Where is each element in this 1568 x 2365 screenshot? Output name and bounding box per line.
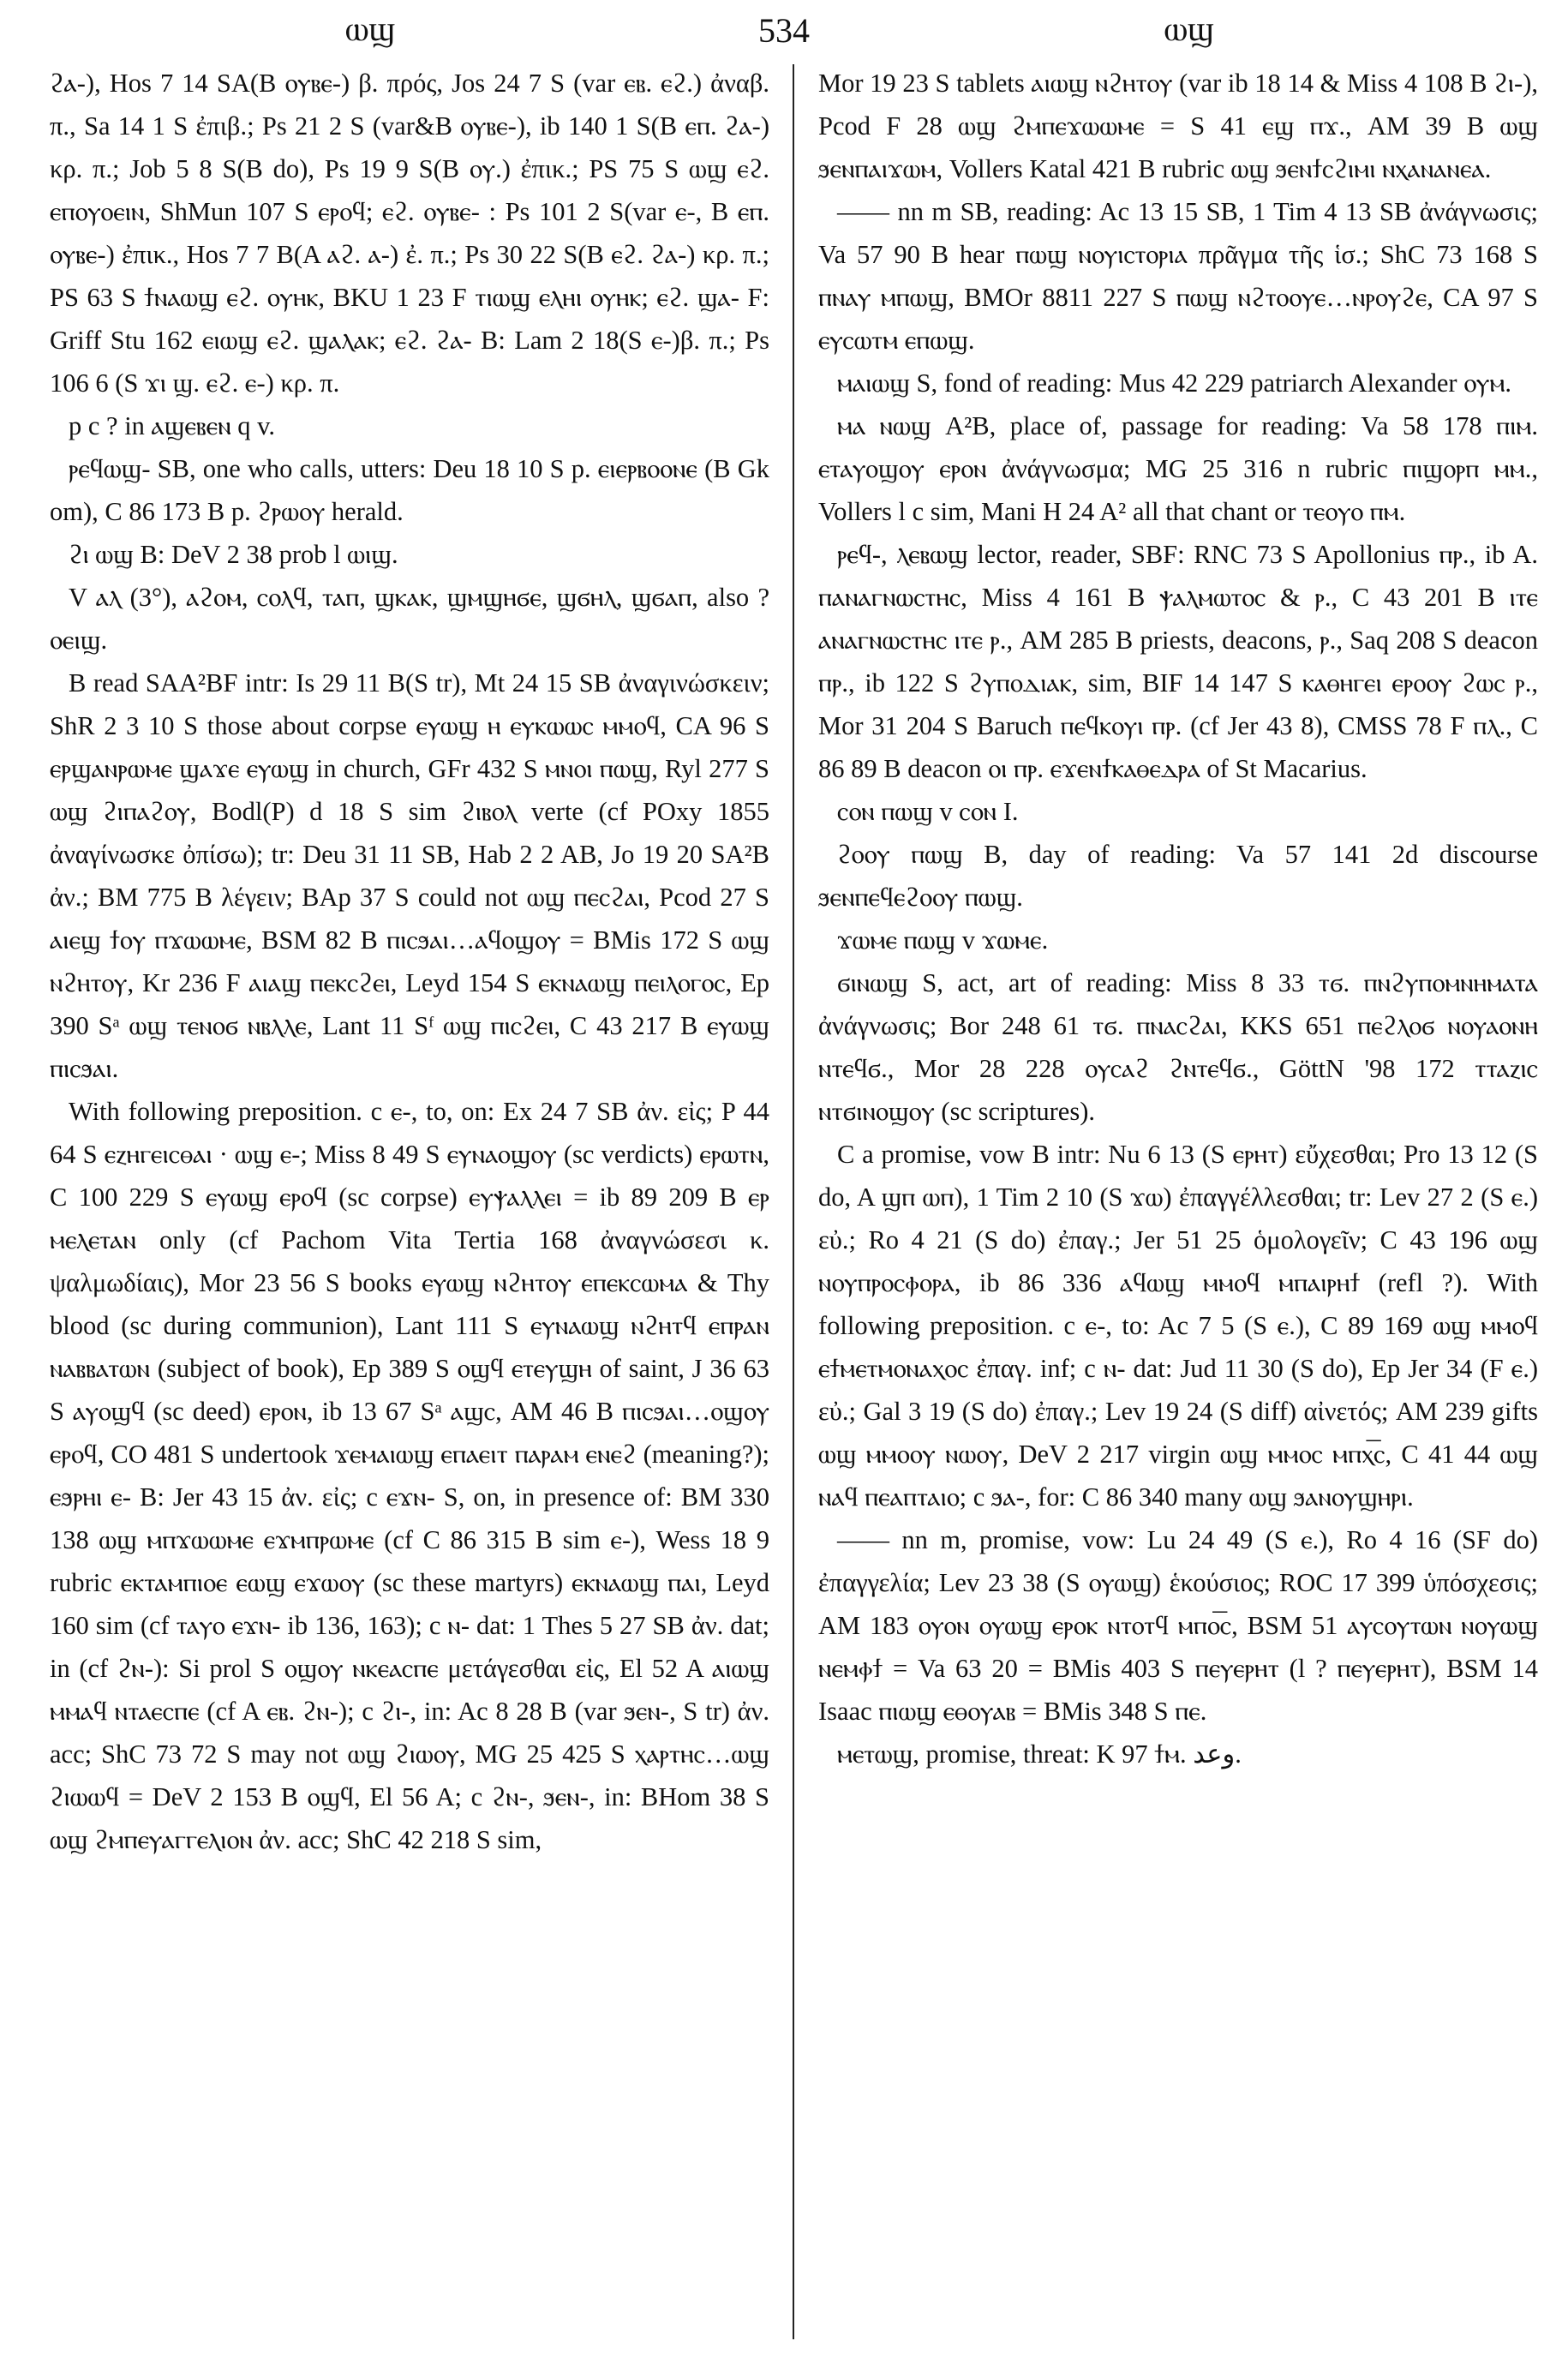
entry-paragraph: C a promise, vow B intr: Nu 6 13 (S ⲉⲣⲏⲧ) εὔχεσθαι; Pro 13 12 (S do, A ϣⲡ ⲱⲡ), 1 Tim 2 10 (S ϫⲱ) ἐπαγγέλλεσθαι; tr: Lev 27 2 (S ⲉ.) εὐ.; Ro 4 21 (S do) ἐπαγ.; Jer 51 25 ὁμολογεῖν; C 43 196 ⲱϣ ⲛⲟⲩⲡⲣⲟⲥⲫⲟⲣⲁ, ib 86 336 ⲁϥⲱϣ ⲙⲙⲟϥ ⲙⲡⲁⲓⲣⲏϯ (refl ?). With following preposition. c ⲉ-, to: Ac 7 5 (S ⲉ.), C 89 169 ⲱϣ ⲙⲙⲟϥ ⲉϯⲙⲉⲧⲙⲟⲛⲁⲭⲟⲥ ἐπαγ. inf; c ⲛ- dat: Jud 11 30 (S do), Ep Jer 34 (F ⲉ.) εὐ.; Gal 3 19 (S do) ἐπαγ.; Lev 19 24 (S diff) αἰνετός; AM 239 gifts ⲱϣ ⲙⲙⲟⲟⲩ ⲛⲱⲟⲩ, DeV 2 217 virgin ⲱϣ ⲙⲙⲟⲥ ⲙⲡⲭ͞ⲥ, C 41 44 ⲱϣ ⲛⲁϥ ⲡⲉⲁⲡⲧⲁⲓⲟ; c ϧⲁ-, for: C 86 340 many ⲱϣ ϧⲁⲛⲟⲩϣⲏⲣⲓ.: [818, 1140, 1538, 1512]
column-divider: [793, 64, 794, 2339]
page-header: [50, 9, 1518, 57]
entry-paragraph: ϭⲓⲛⲱϣ S, act, art of reading: Miss 8 33 ⲧϭ. ⲡⲛϩⲩⲡⲟⲙⲛⲏⲙⲁⲧⲁ ἀνάγνωσις; Bor 248 61 ⲧϭ. ⲡⲛⲁⲥϩⲁⲓ, KKS 651 ⲡⲉϩⲗⲟϭ ⲛⲟⲩⲁⲟⲛⲏ ⲛⲧⲉϥϭ., Mor 28 228 ⲟⲩⲥⲁϩ ϩⲛⲧⲉϥϭ., GöttN '98 172 ⲧⲧⲁⲍⲓⲥ ⲛⲧϭⲓⲛⲟϣⲟⲩ (sc scriptures).: [818, 968, 1538, 1126]
entry-paragraph: ϩⲁ-), Hos 7 14 SA(B ⲟⲩⲃⲉ-) β. πρός, Jos 24 7 S (var ⲉⲃ. ⲉϩ.) ἀναβ. π., Sa 14 1 S ἐπιβ.; Ps 21 2 S (var&B ⲟⲩⲃⲉ-), ib 140 1 S(B ⲉⲡ. ϩⲁ-) κρ. π.; Job 5 8 S(B do), Ps 19 9 S(B ⲟⲩ.) ἐπικ.; PS 75 S ⲱϣ ⲉϩ. ⲉⲡⲟⲩⲟⲉⲓⲛ, ShMun 107 S ⲉⲣⲟϥ; ⲉϩ. ⲟⲩⲃⲉ- : Ps 101 2 S(var ⲉ-, B ⲉⲡ. ⲟⲩⲃⲉ-) ἐπικ., Hos 7 7 B(A ⲁϩ. ⲁ-) ἐ. π.; Ps 30 22 S(B ⲉϩ. ϩⲁ-) κρ. π.; PS 63 S ϯⲛⲁⲱϣ ⲉϩ. ⲟⲩⲏⲕ, BKU 1 23 F ⲧⲓⲱϣ ⲉⲗⲏⲓ ⲟⲩⲏⲕ; ⲉϩ. ϣⲁ- F: Griff Stu 162 ⲉⲓⲱϣ ⲉϩ. ϣⲁⲗⲁⲕ; ⲉϩ. ϩⲁ- B: Lam 2 18(S ⲉ-)β. π.; Ps 106 6 (S ϫⲓ ϣ. ⲉϩ. ⲉ-) κρ. π.: [50, 69, 769, 398]
entry-paragraph: ⲙⲉⲧⲱϣ, promise, threat: K 97 ϯⲙ. وعد.: [837, 1739, 1242, 1769]
entry-paragraph: B read SAA²BF intr: Is 29 11 B(S tr), Mt 24 15 SB ἀναγινώσκειν; ShR 2 3 10 S those about corpse ⲉⲩⲱϣ ⲏ ⲉⲩⲕⲱⲱⲥ ⲙⲙⲟϥ, CA 96 S ⲉⲣϣⲁⲛⲣⲱⲙⲉ ϣⲁϫⲉ ⲉⲩⲱϣ in church, GFr 432 S ⲙⲛⲟⲓ ⲡⲱϣ, Ryl 277 S ⲱϣ ϩⲓⲡⲁϩⲟⲩ, Bodl(P) d 18 S sim ϩⲓⲃⲟⲗ verte (cf POxy 1855 ἀναγίνωσκε ὀπίσω); tr: Deu 31 11 SB, Hab 2 2 AB, Jo 19 20 SA²B ἀν.; BM 775 B λέγειν; BAp 37 S could not ⲱϣ ⲡⲉⲥϩⲁⲓ, Pcod 27 S ⲁⲓⲉϣ ϯⲟⲩ ⲡϫⲱⲱⲙⲉ, BSM 82 B ⲡⲓⲥϧⲁⲓ…ⲁϥⲟϣⲟⲩ = BMis 172 S ⲱϣ ⲛϩⲏⲧⲟⲩ, Kr 236 F ⲁⲓⲁϣ ⲡⲉⲕⲥϩⲉⲓ, Leyd 154 S ⲉⲕⲛⲁⲱϣ ⲡⲉⲓⲗⲟⲅⲟⲥ, Ep 390 Sᵃ ⲱϣ ⲧⲉⲛⲟϭ ⲛⲃⲗⲗⲉ, Lant 11 Sᶠ ⲱϣ ⲡⲓⲥϩⲉⲓ, C 43 217 B ⲉⲩⲱϣ ⲡⲓⲥϧⲁⲓ.: [50, 668, 769, 1083]
right-column: [818, 62, 1538, 2341]
entry-paragraph: ⲣⲉϥⲱϣ- SB, one who calls, utters: Deu 18 10 S p. ⲉⲓⲉⲣⲃⲟⲟⲛⲉ (B Gk om), C 86 173 B p. ϩⲣⲱⲟⲩ herald.: [50, 454, 769, 526]
left-column: [50, 62, 769, 2341]
entry-paragraph: ⲙⲁⲓⲱϣ S, fond of reading: Mus 42 229 patriarch Alexander ⲟⲩⲙ.: [837, 368, 1512, 398]
entry-paragraph: —— nn m, promise, vow: Lu 24 49 (S ⲉ.), Ro 4 16 (SF do) ἐπαγγελία; Lev 23 38 (S ⲟⲩⲱϣ) ἑκούσιος; ROC 17 399 ὑπόσχεσις; AM 183 ⲟⲩⲟⲛ ⲟⲩⲱϣ ⲉⲣⲟⲕ ⲛⲧⲟⲧϥ ⲙⲡⲟ͞ⲥ, BSM 51 ⲁⲩⲥⲟⲩⲧⲱⲛ ⲛⲟⲩⲱϣ ⲛⲉⲙⲫϯ = Va 63 20 = BMis 403 S ⲡⲉⲩⲉⲣⲏⲧ (l ? ⲡⲉⲩⲉⲣⲏⲧ), BSM 14 Isaac ⲡⲓⲱϣ ⲉⲑⲟⲩⲁⲃ = BMis 348 S ⲡⲉ.: [818, 1525, 1538, 1726]
entry-paragraph: ϫⲱⲙⲉ ⲡⲱϣ v ϫⲱⲙⲉ.: [837, 925, 1049, 955]
entry-paragraph: V ⲁⲗ (3°), ⲁϩⲟⲙ, ⲥⲟⲗϥ, ⲧⲁⲡ, ϣⲕⲁⲕ, ϣⲙϣⲏϭⲉ, ϣϭⲏⲗ, ϣϭⲁⲡ, also ? ⲟⲉⲓϣ.: [50, 583, 769, 655]
entry-paragraph: ⲙⲁ ⲛⲱϣ A²B, place of, passage for reading: Va 58 178 ⲡⲓⲙ. ⲉⲧⲁⲩⲟϣⲟⲩ ⲉⲣⲟⲛ ἀνάγνωσμα; MG 25 316 n rubric ⲡⲓϣⲟⲣⲡ ⲙⲙ., Vollers l c sim, Mani H 24 A² all that chant or ⲧⲉⲟⲩⲟ ⲡⲙ.: [818, 411, 1538, 526]
entry-paragraph: ϩⲓ ⲱϣ B: DeV 2 38 prob l ⲱⲓϣ.: [69, 540, 398, 569]
entry-paragraph: —— nn m SB, reading: Ac 13 15 SB, 1 Tim 4 13 SB ἀνάγνωσις; Va 57 90 B hear ⲡⲱϣ ⲛⲟⲩⲓⲥⲧⲟⲣⲓⲁ πρᾶγμα τῆς ἱσ.; ShC 73 168 S ⲡⲛⲁⲩ ⲙⲡⲱϣ, BMOr 8811 227 S ⲡⲱϣ ⲛϩⲧⲟⲟⲩⲉ…ⲛⲣⲟⲩϩⲉ, CA 97 S ⲉⲩⲥⲱⲧⲙ ⲉⲡⲱϣ.: [818, 197, 1538, 355]
header-left-headword: ⲱϣ: [345, 9, 396, 49]
entry-paragraph: ⲥⲟⲛ ⲡⲱϣ v ⲥⲟⲛ I.: [837, 797, 1019, 826]
header-right-headword: ⲱϣ: [1164, 9, 1214, 49]
entry-paragraph: ϩⲟⲟⲩ ⲡⲱϣ B, day of reading: Va 57 141 2d discourse ϧⲉⲛⲡⲉϥⲉϩⲟⲟⲩ ⲡⲱϣ.: [818, 840, 1538, 912]
entry-paragraph: With following preposition. c ⲉ-, to, on: Ex 24 7 SB ἀν. εἰς; P 44 64 S ⲉⲍⲏⲅⲉⲓⲥⲑⲁⲓ · ⲱϣ ⲉ-; Miss 8 49 S ⲉⲩⲛⲁⲟϣⲟⲩ (sc verdicts) ⲉⲣⲱⲧⲛ, C 100 229 S ⲉⲩⲱϣ ⲉⲣⲟϥ (sc corpse) ⲉⲩⲯⲁⲗⲗⲉⲓ = ib 89 209 B ⲉⲣ ⲙⲉⲗⲉⲧⲁⲛ only (cf Pachom Vita Tertia 168 ἀναγνώσεσι κ. ψαλμωδίαις), Mor 23 56 S books ⲉⲩⲱϣ ⲛϩⲏⲧⲟⲩ ⲉⲡⲉⲕⲥⲱⲙⲁ & Thy blood (sc during communion), Lant 111 S ⲉⲩⲛⲁⲱϣ ⲛϩⲏⲧϥ ⲉⲡⲣⲁⲛ ⲛⲁⲃⲃⲁⲧⲱⲛ (subject of book), Ep 389 S ⲟϣϥ ⲉⲧⲉⲩϣⲏ of saint, J 36 63 S ⲁⲩⲟϣϥ (sc deed) ⲉⲣⲟⲛ, ib 13 67 Sᵃ ⲁϣⲥ, AM 46 B ⲡⲓⲥϧⲁⲓ…ⲟϣⲟⲩ ⲉⲣⲟϥ, CO 481 S undertook ϫⲉⲙⲁⲓⲱϣ ⲉⲡⲁⲉⲓⲧ ⲡⲁⲣⲁⲙ ⲉⲛⲉϩ (meaning?); ⲉϧⲣⲏⲓ ⲉ- B: Jer 43 15 ἀν. εἰς; c ⲉϫⲛ- S, on, in presence of: BM 330 138 ⲱϣ ⲙⲡϫⲱⲱⲙⲉ ⲉϫⲙⲡⲣⲱⲙⲉ (cf C 86 315 B sim ⲉ-), Wess 18 9 rubric ⲉⲕⲧⲁⲙⲡⲓⲟⲉ ⲉⲱϣ ⲉϫⲱⲟⲩ (sc these martyrs) ⲉⲕⲛⲁⲱϣ ⲡⲁⲓ, Leyd 160 sim (cf ⲧⲁⲩⲟ ⲉϫⲛ- ib 136, 163); c ⲛ- dat: 1 Thes 5 27 SB ἀν. dat; in (cf ϩⲛ-): Si prol S ⲟϣⲟⲩ ⲛⲕⲉⲁⲥⲡⲉ μετάγεσθαι εἰς, El 52 A ⲁⲓⲱϣ ⲙⲙⲁϥ ⲛⲧⲁⲉⲥⲡⲉ (cf A ⲉⲃ. ϩⲛ-); c ϩⲓ-, in: Ac 8 28 B (var ϧⲉⲛ-, S tr) ἀν. acc; ShC 73 72 S may not ⲱϣ ϩⲓⲱⲟⲩ, MG 25 425 S ⲭⲁⲣⲧⲏⲥ…ⲱϣ ϩⲓⲱⲱϥ = DeV 2 153 B ⲟϣϥ, El 56 A; c ϩⲛ-, ϧⲉⲛ-, in: BHom 38 S ⲱϣ ϩⲙⲡⲉⲩⲁⲅⲅⲉⲗⲓⲟⲛ ἀν. acc; ShC 42 218 S sim,: [50, 1097, 769, 1854]
page-number: 534: [758, 11, 810, 50]
entry-paragraph: ⲣⲉϥ-, ⲗⲉⲃⲱϣ lector, reader, SBF: RNC 73 S Apollonius ⲡⲣ., ib A. ⲡⲁⲛⲁⲅⲛⲱⲥⲧⲏⲥ, Miss 4 161 B ⲯⲁⲗⲙⲱⲧⲟⲥ & ⲣ., C 43 201 B ⲓⲧⲉ ⲁⲛⲁⲅⲛⲱⲥⲧⲏⲥ ⲓⲧⲉ ⲣ., AM 285 B priests, deacons, ⲣ., Saq 208 S deacon ⲡⲣ., ib 122 S ϩⲩⲡⲟⲇⲓⲁⲕ, sim, BIF 14 147 S ⲕⲁⲑⲏⲅⲉⲓ ⲉⲣⲟⲟⲩ ϩⲱⲥ ⲣ., Mor 31 204 S Baruch ⲡⲉϥⲕⲟⲩⲓ ⲡⲣ. (cf Jer 43 8), CMSS 78 F ⲡⲗ., C 86 89 B deacon ⲟⲓ ⲡⲣ. ⲉϫⲉⲛϯⲕⲁⲑⲉⲇⲣⲁ of St Macarius.: [818, 540, 1538, 783]
entry-paragraph: Mor 19 23 S tablets ⲁⲓⲱϣ ⲛϩⲏⲧⲟⲩ (var ib 18 14 & Miss 4 108 B ϩⲓ-), Pcod F 28 ⲱϣ ϩⲙⲡⲉϫⲱⲱⲙⲉ = S 41 ⲉϣ ⲡϫ., AM 39 B ⲱϣ ϧⲉⲛⲡⲁⲓϫⲱⲙ, Vollers Katal 421 B rubric ⲱϣ ϧⲉⲛϯⲥϩⲓⲙⲓ ⲛⲭⲁⲛⲁⲛⲉⲁ.: [818, 69, 1538, 183]
entry-paragraph: p c ? in ⲁϣⲉⲃⲉⲛ q v.: [69, 411, 276, 440]
